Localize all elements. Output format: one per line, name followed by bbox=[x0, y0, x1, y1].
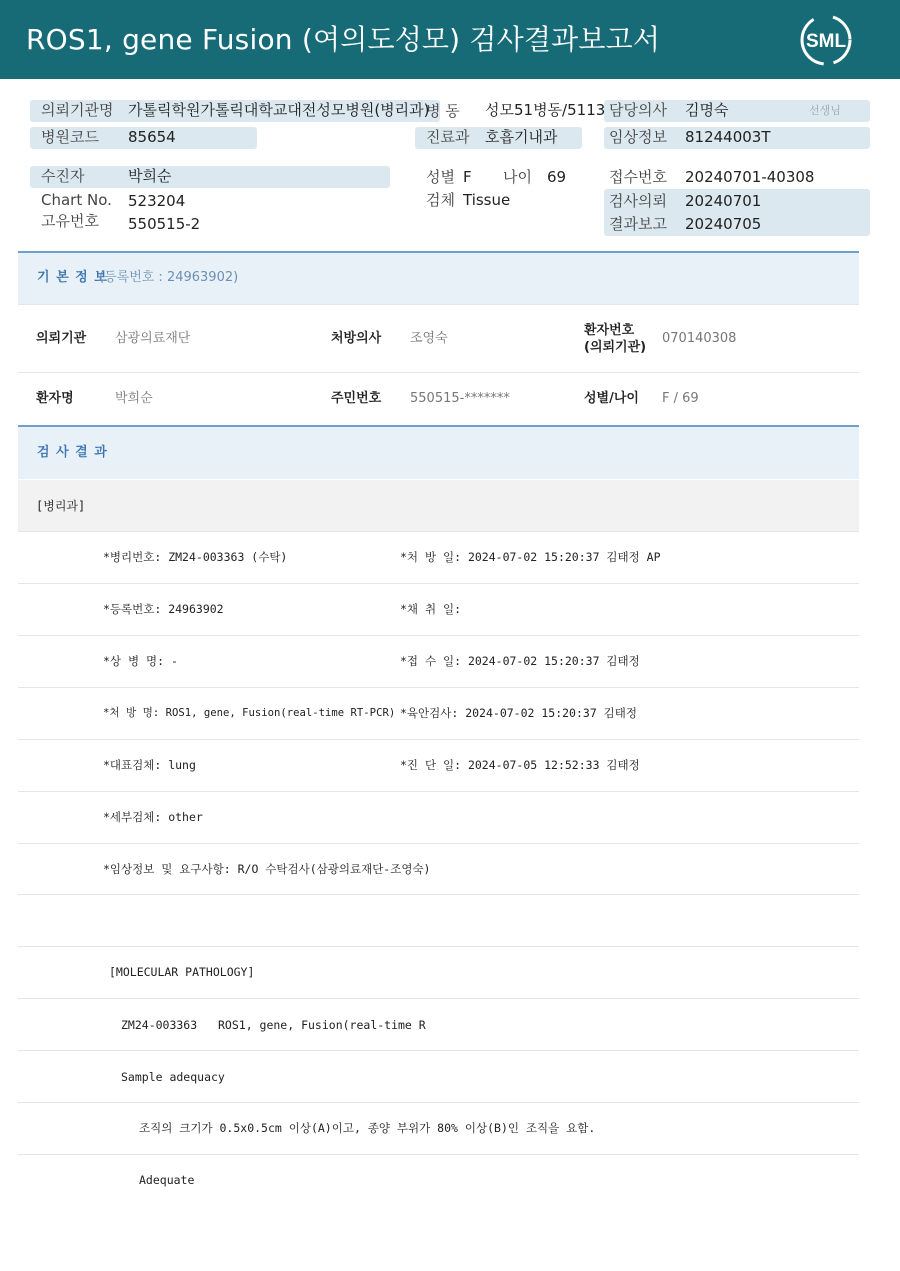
clinical-value: 81244003T bbox=[685, 128, 771, 146]
age-value: 69 bbox=[547, 168, 567, 186]
doctor-label: 담당의사 bbox=[609, 101, 667, 119]
divider bbox=[18, 687, 859, 688]
doctor-suffix: 선생님 bbox=[809, 104, 841, 117]
presc-doc-label: 처방의사 bbox=[331, 331, 382, 346]
adequacy-value: Adequate bbox=[139, 1173, 195, 1187]
specimen-label: 검체 bbox=[426, 191, 455, 209]
divider bbox=[18, 583, 859, 584]
doctor-value: 김명숙 bbox=[685, 101, 729, 119]
dept-value: 호흡기내과 bbox=[485, 128, 558, 146]
report-value: 20240705 bbox=[685, 215, 762, 233]
patient-label: 수진자 bbox=[41, 167, 85, 185]
specimen-value: Tissue bbox=[463, 191, 511, 209]
divider bbox=[18, 1102, 859, 1103]
result-row-left: *임상정보 및 요구사항: R/O 수탁검사(삼광의료재단-조영숙) bbox=[103, 862, 431, 876]
pt-name-label: 환자명 bbox=[36, 391, 74, 406]
sex-age-label: 성별/나이 bbox=[584, 391, 639, 406]
report-label: 결과보고 bbox=[609, 215, 667, 233]
sex-value: F bbox=[463, 168, 472, 186]
req-inst-value: 삼광의료재단 bbox=[115, 331, 191, 346]
institution-label: 의뢰기관명 bbox=[41, 101, 114, 119]
req-inst-label: 의뢰기관 bbox=[36, 331, 87, 346]
pt-no-label-1: 환자번호 bbox=[584, 323, 635, 338]
result-row-right: *접 수 일: 2024-07-02 15:20:37 김태정 bbox=[400, 654, 640, 668]
divider bbox=[18, 635, 859, 636]
results-band bbox=[18, 427, 859, 479]
sml-logo bbox=[798, 12, 854, 68]
pt-no-label-2: (의뢰기관) bbox=[584, 340, 647, 355]
result-row-right: *처 방 일: 2024-07-02 15:20:37 김태정 AP bbox=[400, 550, 661, 564]
unique-no-value: 550515-2 bbox=[128, 215, 201, 233]
divider bbox=[18, 304, 859, 305]
molecular-id: ZM24-003363 bbox=[121, 1018, 198, 1032]
institution-value: 가톨릭학원가톨릭대학교대전성모병원(병리과) bbox=[128, 101, 430, 119]
divider bbox=[18, 946, 859, 947]
request-value: 20240701 bbox=[685, 192, 762, 210]
result-row-left: *대표검체: lung bbox=[103, 758, 196, 772]
divider bbox=[18, 372, 859, 373]
results-title: 검 사 결 과 bbox=[37, 445, 108, 460]
basic-info-subtitle: (등록번호 : 24963902) bbox=[99, 270, 239, 285]
resident-no-label: 주민번호 bbox=[331, 391, 382, 406]
result-row-left: *세부검체: other bbox=[103, 810, 203, 824]
ward-value: 성모51병동/5113 bbox=[485, 101, 606, 119]
divider bbox=[18, 1154, 859, 1155]
age-label: 나이 bbox=[503, 168, 532, 186]
divider bbox=[18, 843, 859, 844]
resident-no-value: 550515-******* bbox=[410, 391, 510, 406]
molecular-header: [MOLECULAR PATHOLOGY] bbox=[109, 965, 255, 979]
divider bbox=[18, 1050, 859, 1051]
result-row-left: *병리번호: ZM24-003363 (수탁) bbox=[103, 550, 288, 564]
divider bbox=[18, 791, 859, 792]
receipt-label: 접수번호 bbox=[609, 168, 667, 186]
adequacy-label: Sample adequacy bbox=[121, 1070, 225, 1084]
unique-no-label: 고유번호 bbox=[41, 212, 99, 230]
divider bbox=[18, 531, 859, 532]
patient-value: 박희순 bbox=[128, 167, 172, 185]
result-row-right: *육안검사: 2024-07-02 15:20:37 김태정 bbox=[400, 706, 638, 720]
receipt-value: 20240701-40308 bbox=[685, 168, 815, 186]
dept-label: [병리과] bbox=[36, 499, 86, 513]
divider bbox=[18, 894, 859, 895]
chart-no-label: Chart No. bbox=[41, 191, 112, 209]
basic-info-title: 기 본 정 보 bbox=[37, 270, 108, 285]
sex-label: 성별 bbox=[426, 168, 455, 186]
result-row-right: *채 취 일: bbox=[400, 602, 462, 616]
request-label: 검사의뢰 bbox=[609, 192, 667, 210]
pt-name-value: 박희순 bbox=[115, 391, 153, 406]
report-header bbox=[0, 0, 900, 79]
result-row-left: *상 병 명: - bbox=[103, 654, 178, 668]
divider bbox=[18, 739, 859, 740]
sex-age-value: F / 69 bbox=[662, 391, 699, 406]
logo-text: SML bbox=[805, 31, 847, 52]
presc-doc-value: 조영숙 bbox=[410, 331, 448, 346]
hospital-code-value: 85654 bbox=[128, 128, 176, 146]
pt-no-value: 070140308 bbox=[662, 331, 737, 346]
dept-label: 진료과 bbox=[426, 128, 470, 146]
ward-label: 병 동 bbox=[426, 102, 460, 120]
adequacy-note: 조직의 크기가 0.5x0.5cm 이상(A)이고, 종양 부위가 80% 이상(B)인 조직을 요함. bbox=[139, 1121, 596, 1135]
result-row-right: *진 단 일: 2024-07-05 12:52:33 김태정 bbox=[400, 758, 640, 772]
result-row-left: *처 방 명: ROS1, gene, Fusion(real-time RT-PCR) bbox=[103, 707, 396, 719]
divider bbox=[18, 998, 859, 999]
hospital-code-label: 병원코드 bbox=[41, 128, 99, 146]
molecular-test: ROS1, gene, Fusion(real-time R bbox=[218, 1018, 426, 1032]
dept-band bbox=[18, 480, 859, 531]
chart-no-value: 523204 bbox=[128, 192, 186, 210]
clinical-label: 임상정보 bbox=[609, 128, 667, 146]
report-title: ROS1, gene Fusion (여의도성모) 검사결과보고서 bbox=[26, 23, 661, 56]
result-row-left: *등록번호: 24963902 bbox=[103, 602, 224, 616]
